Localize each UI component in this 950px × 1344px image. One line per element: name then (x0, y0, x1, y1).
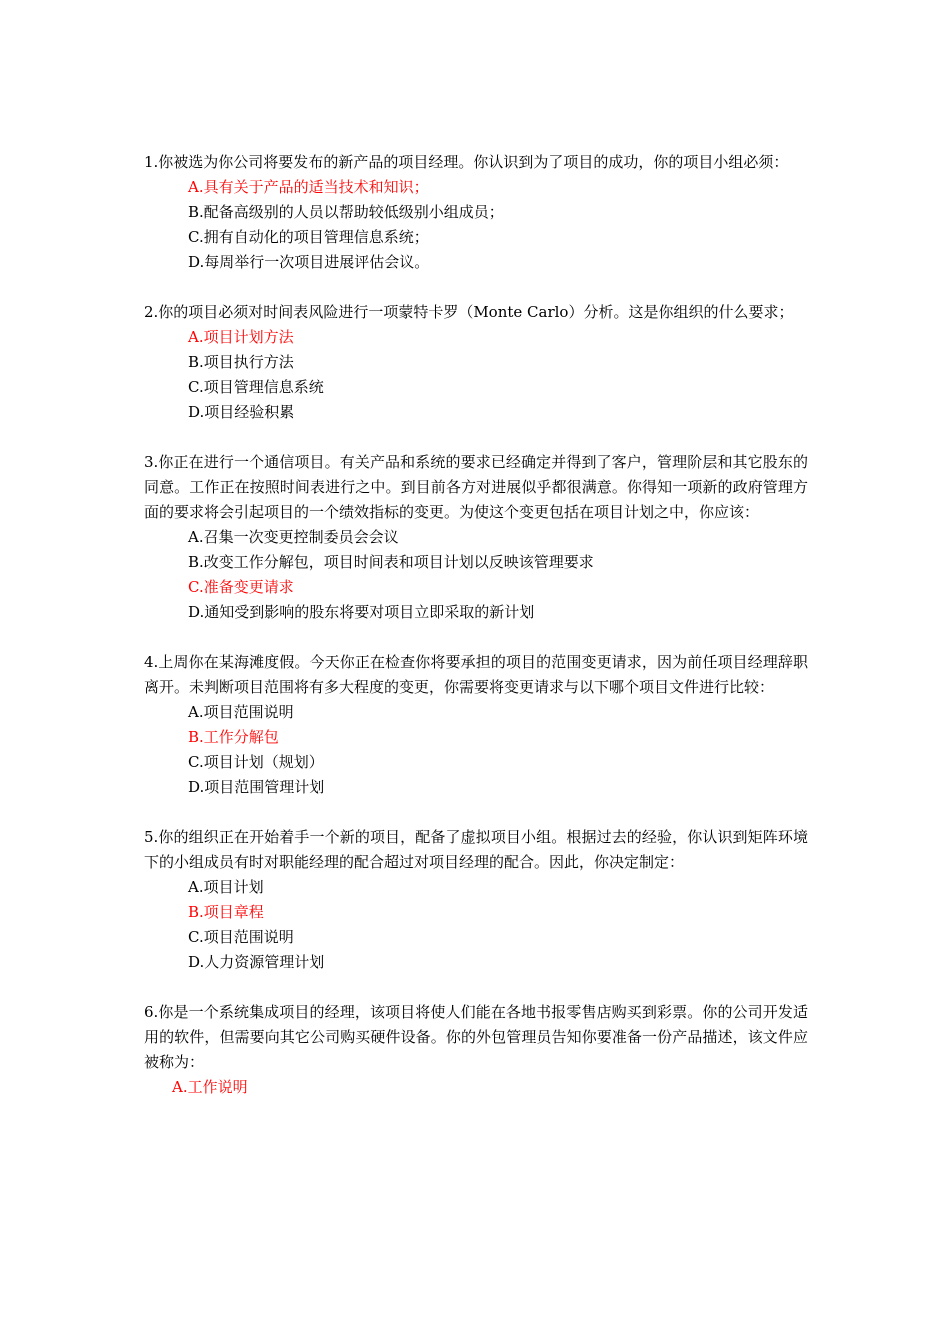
option: B.项目执行方法 (188, 353, 294, 371)
question-stem: 5.你的组织正在开始着手一个新的项目，配备了虚拟项目小组。根据过去的经验，你认识到矩阵环境下的小组成员有时对职能经理的配合超过对项目经理的配合。因此，你决定制定： (144, 828, 808, 871)
option: A.项目计划 (188, 878, 264, 896)
option-correct: B.项目章程 (188, 903, 264, 921)
option-correct: A.工作说明 (172, 1078, 248, 1096)
question-stem: 6.你是一个系统集成项目的经理，该项目将使人们能在各地书报零售店购买到彩票。你的公司开发适用的软件，但需要向其它公司购买硬件设备。你的外包管理员告知你要准备一份产品描述，该文件应被称为： (144, 1003, 808, 1071)
document-content (144, 150, 808, 1125)
option-correct: A.具有关于产品的适当技术和知识； (188, 178, 429, 196)
option-list (144, 325, 808, 425)
option-list (144, 525, 808, 625)
option: D.项目范围管理计划 (188, 778, 325, 796)
option: C.项目计划（规划） (188, 753, 324, 771)
option-list (144, 1075, 808, 1100)
option: C.项目管理信息系统 (188, 378, 324, 396)
question-4 (144, 650, 808, 800)
option-list (144, 700, 808, 800)
question-2 (144, 300, 808, 425)
option-correct: B.工作分解包 (188, 728, 279, 746)
option: B.改变工作分解包，项目时间表和项目计划以反映该管理要求 (188, 553, 594, 571)
option: C.项目范围说明 (188, 928, 294, 946)
option-correct: A.项目计划方法 (188, 328, 294, 346)
option: C.拥有自动化的项目管理信息系统； (188, 228, 429, 246)
option: D.项目经验积累 (188, 403, 295, 421)
option: A.召集一次变更控制委员会会议 (188, 528, 399, 546)
option-correct: C.准备变更请求 (188, 578, 294, 596)
option-list (144, 875, 808, 975)
question-1 (144, 150, 808, 275)
question-stem: 1.你被选为你公司将要发布的新产品的项目经理。你认识到为了项目的成功，你的项目小组必须： (144, 153, 789, 171)
option: D.通知受到影响的股东将要对项目立即采取的新计划 (188, 603, 535, 621)
question-3 (144, 450, 808, 625)
option-list (144, 175, 808, 275)
question-stem: 3.你正在进行一个通信项目。有关产品和系统的要求已经确定并得到了客户，管理阶层和其它股东的同意。工作正在按照时间表进行之中。到目前各方对进展似乎都很满意。你得知一项新的政府管理方面的要求将会引起项目的一个绩效指标的变更。为使这个变更包括在项目计划之中，你应该： (144, 453, 808, 521)
question-6 (144, 1000, 808, 1100)
option: D.每周举行一次项目进展评估会议。 (188, 253, 430, 271)
option: D.人力资源管理计划 (188, 953, 325, 971)
option: A.项目范围说明 (188, 703, 294, 721)
question-stem: 2.你的项目必须对时间表风险进行一项蒙特卡罗（Monte Carlo）分析。这是你组织的什么要求； (144, 303, 794, 321)
question-stem: 4.上周你在某海滩度假。今天你正在检查你将要承担的项目的范围变更请求，因为前任项目经理辞职离开。未判断项目范围将有多大程度的变更，你需要将变更请求与以下哪个项目文件进行比较： (144, 653, 808, 696)
question-5 (144, 825, 808, 975)
option: B.配备高级别的人员以帮助较低级别小组成员； (188, 203, 504, 221)
